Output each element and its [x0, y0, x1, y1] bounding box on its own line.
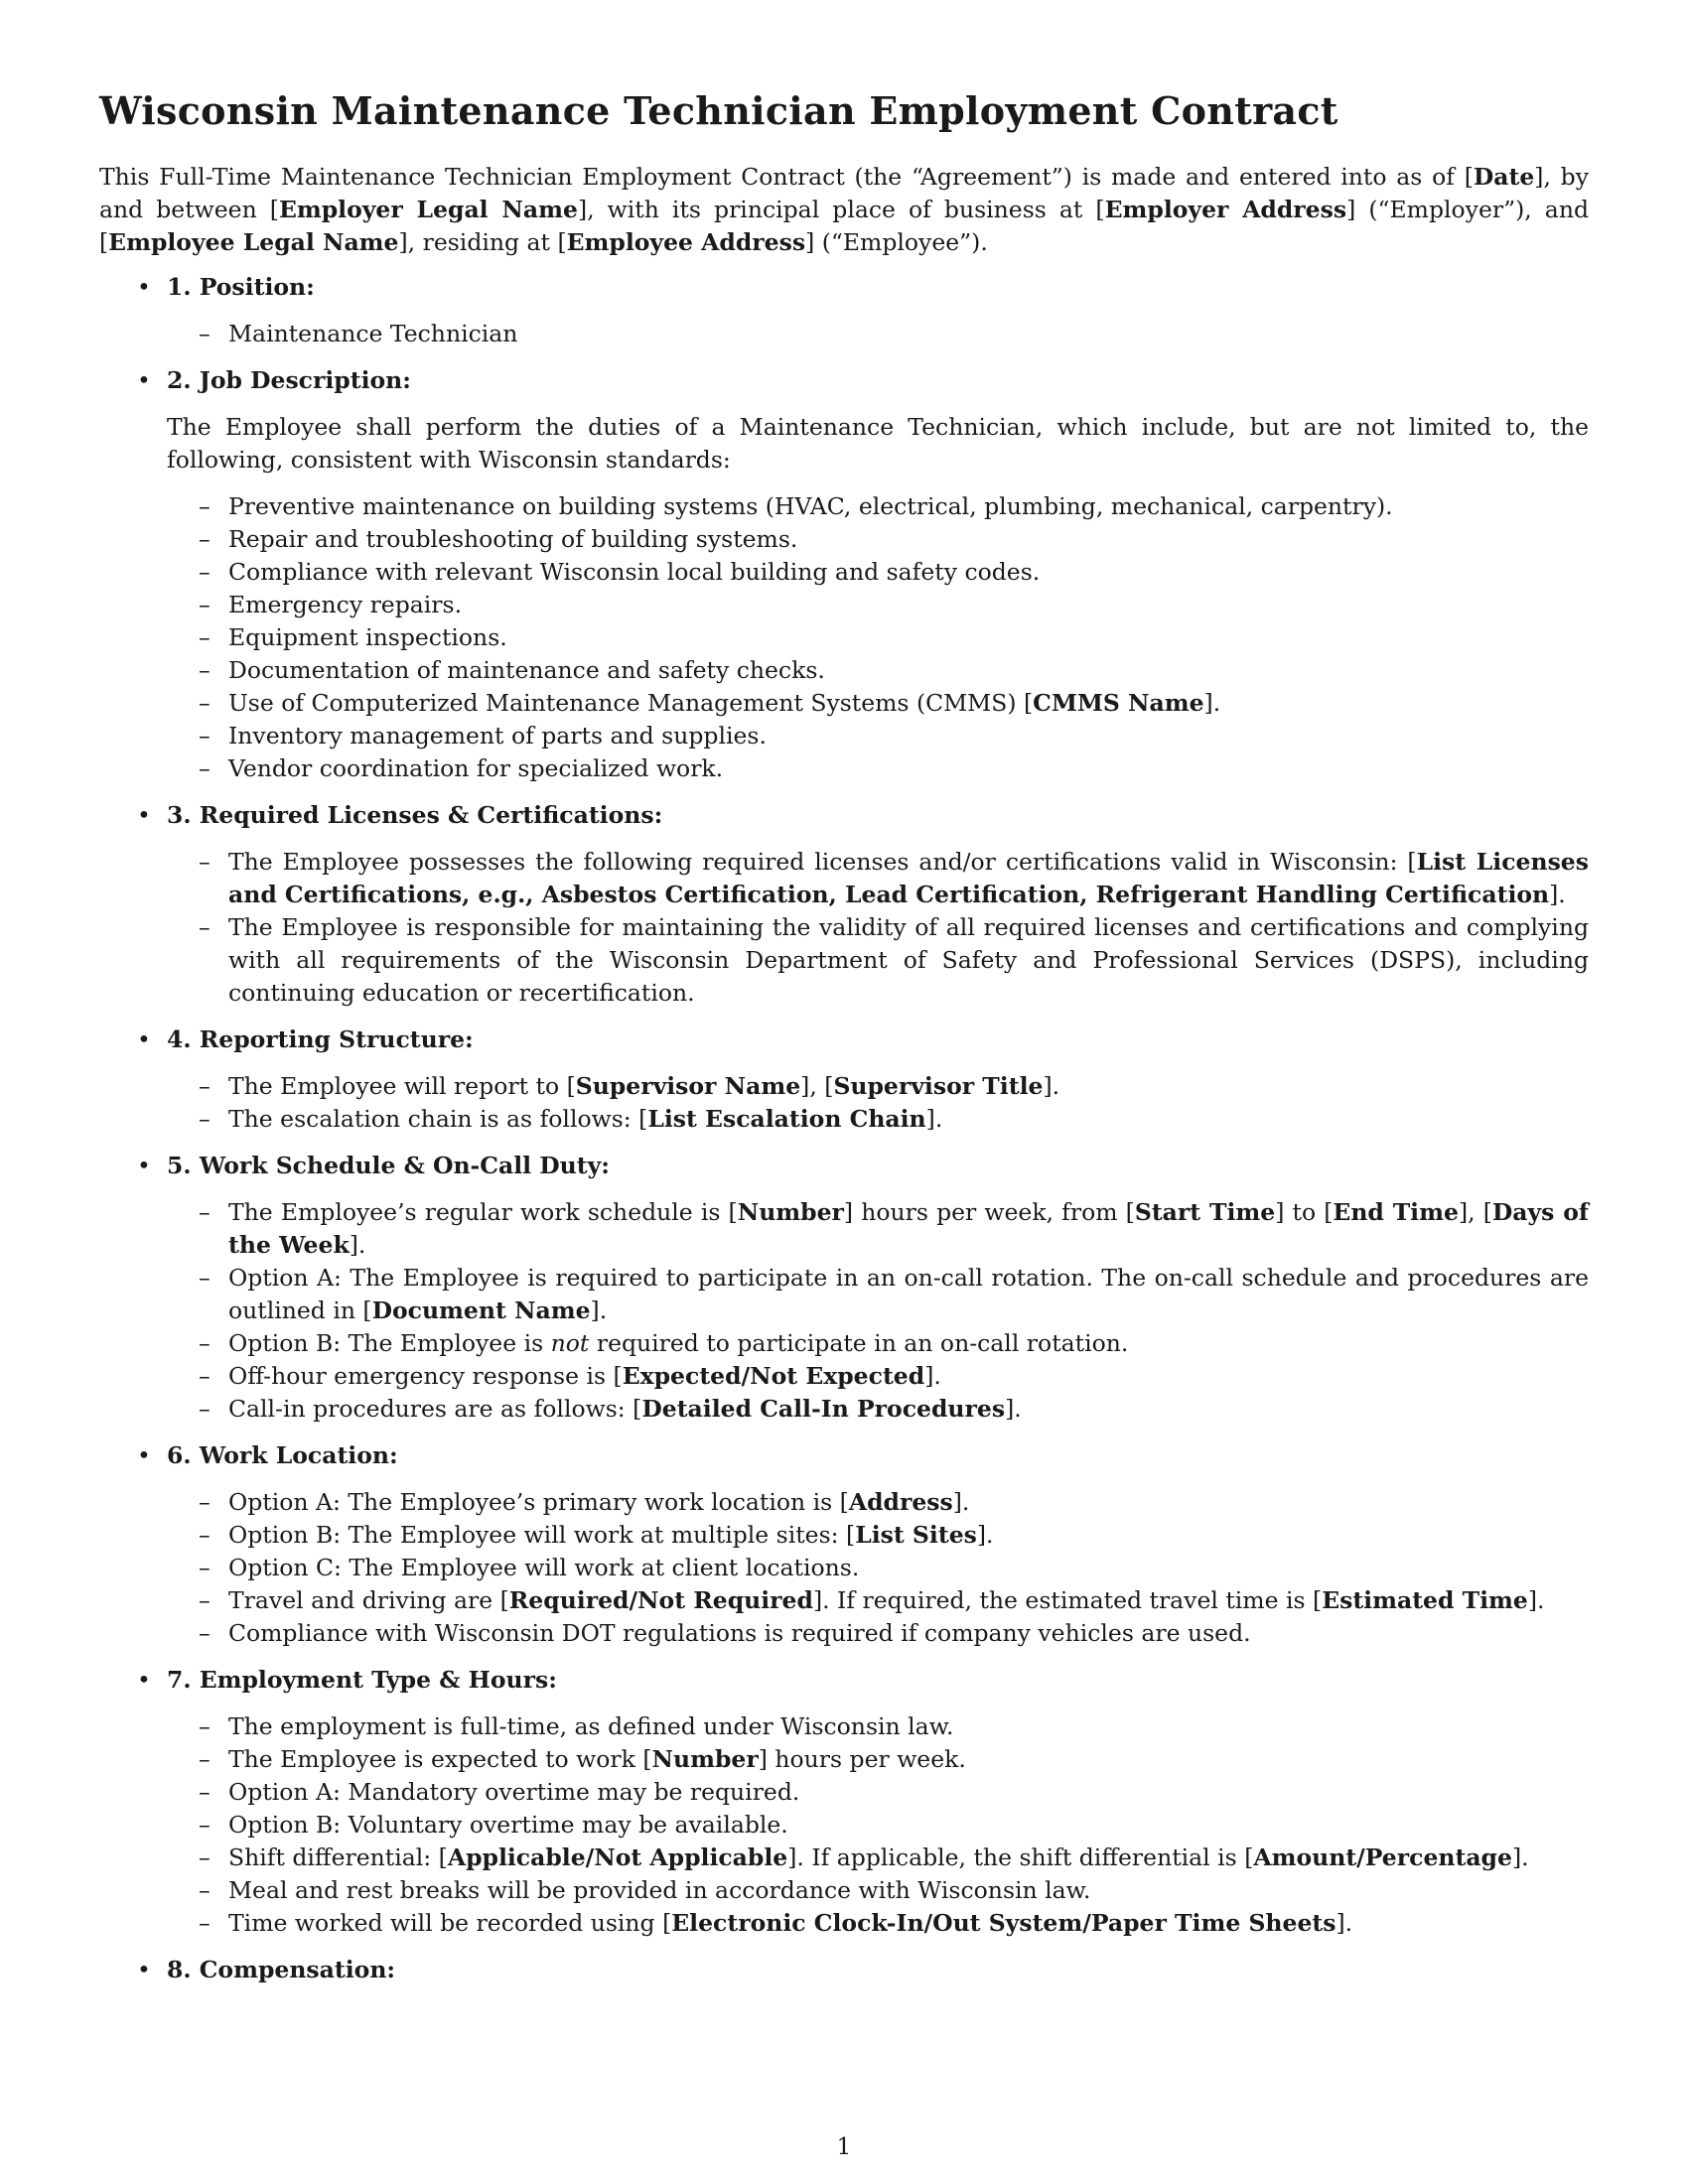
- text-run: ].: [1043, 1072, 1060, 1100]
- section-heading-text: 6. Work Location:: [167, 1441, 398, 1469]
- placeholder-field: CMMS Name: [1033, 689, 1204, 717]
- intro-paragraph: [99, 161, 1589, 259]
- text-run: Vendor coordination for specialized work.: [228, 754, 724, 782]
- list-item: [228, 1070, 1589, 1103]
- placeholder-field: Number: [737, 1198, 844, 1226]
- placeholder-field: Applicable/Not Applicable: [447, 1843, 788, 1871]
- list-item: [228, 318, 1589, 350]
- list-item: [228, 1874, 1589, 1907]
- text-run: Option B: The Employee is: [228, 1329, 551, 1357]
- section-3: [99, 799, 1589, 1010]
- text-run: Shift differential: [: [228, 1843, 448, 1871]
- text-run: ] (“Employee”).: [805, 228, 988, 256]
- text-run: ] hours per week.: [758, 1745, 966, 1773]
- text-run: Maintenance Technician: [228, 320, 518, 347]
- text-run: ].: [952, 1488, 970, 1516]
- text-run: Option A: The Employee is required to participate in an on-call rotation. The on-call schedule and procedures are outlined in [: [228, 1264, 1589, 1324]
- dash-list: [99, 318, 1589, 350]
- placeholder-field: Employer Address: [1104, 196, 1347, 223]
- section-heading-text: 7. Employment Type & Hours:: [167, 1666, 557, 1694]
- text-run: ].: [590, 1297, 608, 1324]
- text-run: ], by and between [: [99, 163, 1589, 223]
- text-run: Compliance with relevant Wisconsin local building and safety codes.: [228, 558, 1041, 586]
- placeholder-field: Estimated Time: [1322, 1586, 1528, 1614]
- section-heading: [99, 799, 1589, 832]
- text-run: Documentation of maintenance and safety checks.: [228, 656, 825, 684]
- bullet-icon: •: [137, 801, 151, 829]
- text-run: This Full-Time Maintenance Technician Employment Contract (the “Agreement”) is made and entered into as of [: [99, 163, 1474, 191]
- text-run: ], with its principal place of business at [: [577, 196, 1105, 223]
- text-run: Off-hour emergency response is [: [228, 1362, 623, 1390]
- text-run: The Employee is expected to work [: [228, 1745, 652, 1773]
- placeholder-field: Employee Legal Name: [108, 228, 399, 256]
- section-heading: [99, 1664, 1589, 1697]
- text-run: Option A: The Employee’s primary work location is [: [228, 1488, 849, 1516]
- section-heading-text: 5. Work Schedule & On-Call Duty:: [167, 1152, 610, 1179]
- placeholder-field: Expected/Not Expected: [622, 1362, 925, 1390]
- list-item: [228, 1103, 1589, 1136]
- list-item: [228, 1842, 1589, 1874]
- bullet-icon: •: [137, 1956, 151, 1983]
- list-item: [228, 1743, 1589, 1776]
- list-item: [228, 1776, 1589, 1809]
- text-run: The employment is full-time, as defined under Wisconsin law.: [228, 1712, 954, 1740]
- text-run: ]. If required, the estimated travel time is [: [812, 1586, 1323, 1614]
- placeholder-field: Number: [651, 1745, 759, 1773]
- list-item: [228, 1360, 1589, 1393]
- text-run: ].: [1511, 1843, 1529, 1871]
- list-item: [228, 1552, 1589, 1584]
- text-run: ].: [1005, 1395, 1022, 1423]
- text-run: Option B: The Employee will work at multiple sites: [: [228, 1521, 856, 1549]
- placeholder-field: Required/Not Required: [508, 1586, 813, 1614]
- section-heading: [99, 271, 1589, 304]
- section-5: [99, 1150, 1589, 1426]
- section-8: [99, 1954, 1589, 1986]
- section-4: [99, 1024, 1589, 1136]
- text-run: ].: [1336, 1909, 1353, 1937]
- text-run: The Employee possesses the following required licenses and/or certifications valid in Wisconsin: [: [228, 848, 1417, 876]
- list-item: [228, 911, 1589, 1010]
- placeholder-field: List Escalation Chain: [647, 1105, 926, 1133]
- text-run: ].: [1203, 689, 1221, 717]
- placeholder-field: Start Time: [1134, 1198, 1276, 1226]
- text-run: Option C: The Employee will work at client locations.: [228, 1554, 860, 1581]
- bullet-icon: •: [137, 366, 151, 394]
- placeholder-field: Date: [1473, 163, 1535, 191]
- text-run: Equipment inspections.: [228, 623, 507, 651]
- section-7: [99, 1664, 1589, 1940]
- list-item: [228, 523, 1589, 556]
- text-run: ], [: [1458, 1198, 1492, 1226]
- bullet-icon: •: [137, 1152, 151, 1179]
- section-heading: [99, 1024, 1589, 1056]
- list-item: [228, 846, 1589, 911]
- section-6: [99, 1439, 1589, 1650]
- placeholder-field: Employer Legal Name: [278, 196, 578, 223]
- list-item: [228, 621, 1589, 654]
- bullet-icon: •: [137, 1666, 151, 1694]
- text-run: Use of Computerized Maintenance Management Systems (CMMS) [: [228, 689, 1034, 717]
- list-item: [228, 490, 1589, 523]
- list-item: [228, 1907, 1589, 1940]
- text-run: ] (“Employer”), and [: [99, 196, 1589, 256]
- placeholder-field: Amount/Percentage: [1253, 1843, 1512, 1871]
- list-item: [228, 1327, 1589, 1360]
- placeholder-field: End Time: [1333, 1198, 1459, 1226]
- text-run: The Employee’s regular work schedule is [: [228, 1198, 738, 1226]
- list-item: [228, 1584, 1589, 1617]
- dash-list: [99, 1070, 1589, 1136]
- section-1: [99, 271, 1589, 350]
- text-run: The escalation chain is as follows: [: [228, 1105, 648, 1133]
- list-item: [228, 654, 1589, 687]
- list-item: [228, 1486, 1589, 1519]
- placeholder-field: Electronic Clock-In/Out System/Paper Time Sheets: [671, 1909, 1336, 1937]
- list-item: [228, 1710, 1589, 1743]
- text-run: Travel and driving are [: [228, 1586, 509, 1614]
- text-run: ].: [976, 1521, 994, 1549]
- text-run: ], [: [800, 1072, 834, 1100]
- section-heading-text: 1. Position:: [167, 273, 315, 301]
- list-item: [228, 589, 1589, 621]
- text-run: Option A: Mandatory overtime may be required.: [228, 1778, 800, 1806]
- page-number: 1: [836, 2134, 852, 2160]
- text-run: The Employee is responsible for maintaining the validity of all required licenses and certifications and complying with all requirements of the Wisconsin Department of Safety and Professional Services (DSPS), including continuing education or recertification.: [228, 913, 1589, 1007]
- text-run: Compliance with Wisconsin DOT regulations is required if company vehicles are used.: [228, 1619, 1251, 1647]
- section-heading: [99, 1150, 1589, 1182]
- emphasis-text: not: [550, 1329, 590, 1357]
- text-run: ].: [925, 1105, 943, 1133]
- section-heading-text: 3. Required Licenses & Certifications:: [167, 801, 663, 829]
- text-run: ] to [: [1275, 1198, 1334, 1226]
- dash-list: [99, 490, 1589, 785]
- placeholder-field: List Licenses and Certifications, e.g., Asbestos Certification, Lead Certification, Refrigerant Handling Certification: [228, 848, 1589, 908]
- list-item: [228, 1393, 1589, 1426]
- placeholder-field: Supervisor Name: [575, 1072, 801, 1100]
- text-run: ] hours per week, from [: [843, 1198, 1135, 1226]
- bullet-icon: •: [137, 273, 151, 301]
- list-item: [228, 687, 1589, 720]
- list-item: [228, 720, 1589, 752]
- text-run: Option B: Voluntary overtime may be available.: [228, 1811, 788, 1839]
- list-item: [228, 752, 1589, 785]
- section-2: [99, 364, 1589, 785]
- list-item: [228, 1196, 1589, 1262]
- bullet-icon: •: [137, 1441, 151, 1469]
- text-run: Emergency repairs.: [228, 591, 463, 618]
- list-item: [228, 1809, 1589, 1842]
- placeholder-field: List Sites: [855, 1521, 977, 1549]
- section-heading-text: 4. Reporting Structure:: [167, 1025, 474, 1053]
- placeholder-field: Days of the Week: [228, 1198, 1590, 1259]
- document-page: [99, 87, 1589, 2000]
- text-run: Repair and troubleshooting of building systems.: [228, 525, 798, 553]
- text-run: ].: [1527, 1586, 1545, 1614]
- section-paragraph: The Employee shall perform the duties of a Maintenance Technician, which include, but are not limited to, the following, consistent with Wisconsin standards:: [167, 413, 1589, 474]
- dash-list: [99, 1196, 1589, 1426]
- placeholder-field: Detailed Call-In Procedures: [641, 1395, 1006, 1423]
- sections-container: [99, 271, 1589, 1986]
- document-title: Wisconsin Maintenance Technician Employment Contract: [99, 88, 1338, 133]
- text-run: Time worked will be recorded using [: [228, 1909, 672, 1937]
- text-run: Inventory management of parts and supplies.: [228, 722, 767, 750]
- text-run: Preventive maintenance on building systems (HVAC, electrical, plumbing, mechanical, carpentry).: [228, 492, 1393, 520]
- list-item: [228, 1617, 1589, 1650]
- text-run: Call-in procedures are as follows: [: [228, 1395, 642, 1423]
- dash-list: [99, 1710, 1589, 1940]
- placeholder-field: Document Name: [371, 1297, 591, 1324]
- section-heading-text: 8. Compensation:: [167, 1956, 396, 1983]
- text-run: ], residing at [: [398, 228, 567, 256]
- text-run: Meal and rest breaks will be provided in accordance with Wisconsin law.: [228, 1876, 1091, 1904]
- list-item: [228, 1519, 1589, 1552]
- section-heading: [99, 364, 1589, 397]
- bullet-icon: •: [137, 1025, 151, 1053]
- section-heading-text: 2. Job Description:: [167, 366, 411, 394]
- dash-list: [99, 846, 1589, 1010]
- list-item: [228, 556, 1589, 589]
- text-run: required to participate in an on-call rotation.: [589, 1329, 1129, 1357]
- placeholder-field: Supervisor Title: [833, 1072, 1044, 1100]
- text-run: ].: [1549, 881, 1566, 908]
- text-run: ]. If applicable, the shift differential is [: [787, 1843, 1254, 1871]
- list-item: [228, 1262, 1589, 1327]
- text-run: The Employee will report to [: [228, 1072, 576, 1100]
- section-heading: [99, 1439, 1589, 1472]
- section-heading: [99, 1954, 1589, 1986]
- text-run: ].: [349, 1231, 366, 1259]
- text-run: ].: [924, 1362, 941, 1390]
- placeholder-field: Employee Address: [566, 228, 806, 256]
- dash-list: [99, 1486, 1589, 1650]
- placeholder-field: Address: [848, 1488, 953, 1516]
